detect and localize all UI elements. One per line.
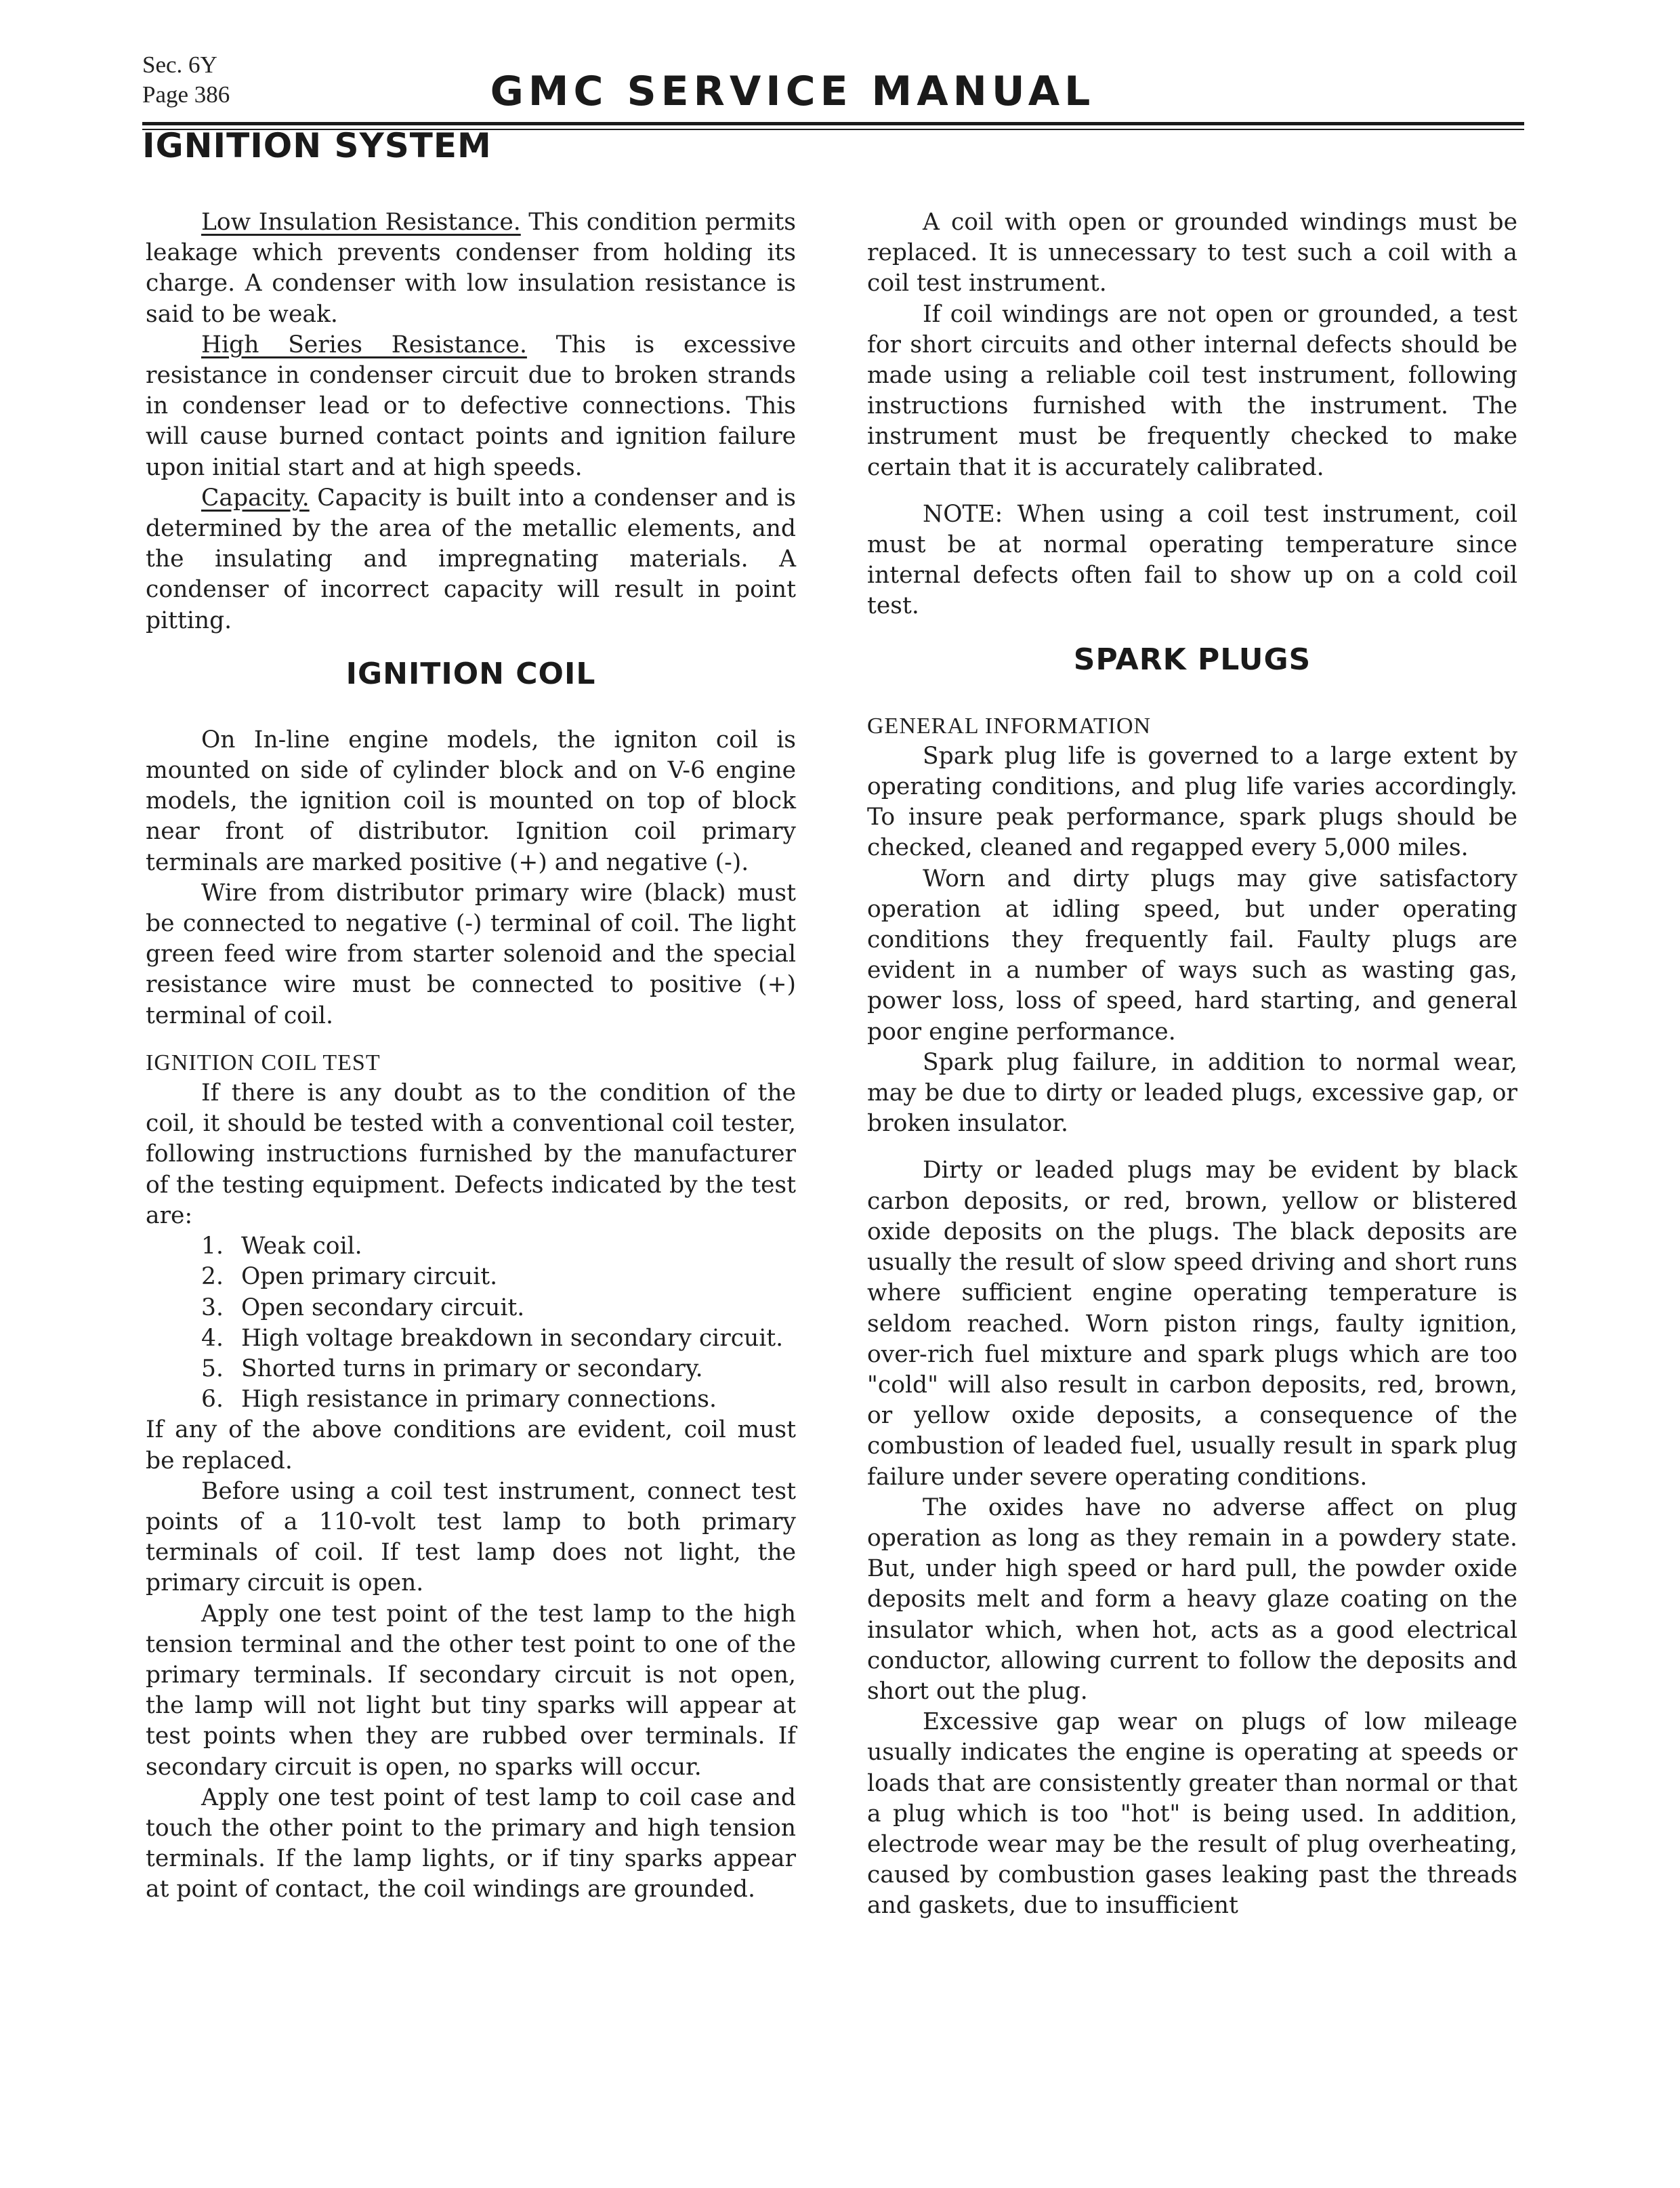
left-column xyxy=(146,207,796,1905)
low-insulation-term: Low Insulation Resistance. xyxy=(201,209,521,236)
capacity-term: Capacity. xyxy=(201,484,310,512)
capacity-paragraph: Capacity. Capacity is built into a condenser and is determined by the area of the metallic elements, and the insulating and impregnating materials. A condenser of incorrect capacity will result in point pitting. xyxy=(146,484,796,634)
list-item: 6. High resistance in primary connections. xyxy=(201,1386,717,1413)
coil-test-paragraph-1: If there is any doubt as to the condition of the coil, it should be tested with a conventional coil tester, following instructions furnished by the manufacturer of the testing equipment. Defects indicated by the test are: xyxy=(146,1079,796,1229)
high-series-paragraph: High Series Resistance. This is excessive resistance in condenser circuit due to broken strands in condenser lead or to defective connections. This will cause burned contact points and ignition failure upon initial start and at high speeds. xyxy=(146,331,796,481)
spark-plug-paragraph-3: Spark plug failure, in addition to normal wear, may be due to dirty or leaded plugs, excessive gap, or broken insulator. xyxy=(867,1048,1517,1138)
manual-title: GMC SERVICE MANUAL xyxy=(490,68,1095,115)
spark-plug-paragraph-1: Spark plug life is governed to a large extent by operating conditions, and plug life varies accordingly. To insure peak performance, spark plugs should be checked, cleaned and regapped every 5,000 miles. xyxy=(867,742,1517,862)
list-item: 1. Weak coil. xyxy=(201,1233,362,1260)
general-information-subheading: GENERAL INFORMATION xyxy=(867,713,1152,739)
spark-plug-paragraph-4: Dirty or leaded plugs may be evident by black carbon deposits, or red, brown, yellow or blistered oxide deposits on the plugs. The black deposits are usually the result of slow speed driving and short runs where sufficient engine operating temperature is seldom reached. Worn piston rings, faulty ignition, over-rich fuel mixture and spark plugs which are too "cold" will also result in carbon deposits, red, brown, or yellow oxide deposits, a consequence of the combustion of leaded fuel, usually result in spark plug failure under severe operating conditions. xyxy=(867,1157,1517,1491)
defects-list xyxy=(146,1231,796,1415)
section-title: IGNITION SYSTEM xyxy=(142,126,492,165)
spark-plug-paragraph-2: Worn and dirty plugs may give satisfactory operation at idling speed, but under operating conditions they frequently fail. Faulty plugs are evident in a number of ways such as wasting gas, power loss, loss of speed, hard starting, and general poor engine performance. xyxy=(867,865,1517,1046)
coil-test-paragraph-2: If any of the above conditions are evident, coil must be replaced. xyxy=(146,1416,796,1474)
coil-test-paragraph-3: Before using a coil test instrument, connect test points of a 110-volt test lamp to both primary terminals of coil. If test lamp does not light, the primary circuit is open. xyxy=(146,1477,796,1597)
page-number: Page 386 xyxy=(142,81,230,108)
spark-plug-paragraph-6: Excessive gap wear on plugs of low mileage usually indicates the engine is operating at speeds or loads that are consistently greater than normal or that a plug which is too "hot" is being used. In addition, electrode wear may be the result of plug overheating, caused by combustion gases leaking past the threads and gaskets, due to insufficient xyxy=(867,1708,1517,1920)
note-paragraph: NOTE: When using a coil test instrument, coil must be at normal operating temperature since internal defects often fail to show up on a cold coil test. xyxy=(867,500,1517,620)
section-number: Sec. 6Y xyxy=(142,51,217,78)
coil-replace-paragraph: A coil with open or grounded windings must be replaced. It is unnecessary to test such a coil with a coil test instrument. xyxy=(867,209,1517,297)
right-column xyxy=(867,207,1517,1922)
list-item: 3. Open secondary circuit. xyxy=(201,1294,525,1321)
spark-plugs-heading: SPARK PLUGS xyxy=(1073,642,1311,677)
low-insulation-paragraph: Low Insulation Resistance. This condition permits leakage which prevents condenser from holding its charge. A condenser with low insulation resistance is said to be weak. xyxy=(146,209,796,328)
high-series-term: High Series Resistance. xyxy=(201,331,527,358)
list-item: 4. High voltage breakdown in secondary circuit. xyxy=(201,1324,784,1352)
coil-short-test-paragraph: If coil windings are not open or grounded, a test for short circuits and other internal defects should be made using a reliable coil test instrument, following instructions furnished with the instrument. The instrument must be frequently checked to make certain that it is accurately calibrated. xyxy=(867,300,1517,481)
coil-test-paragraph-4: Apply one test point of the test lamp to the high tension terminal and the other test point to one of the primary terminals. If secondary circuit is not open, the lamp will not light but tiny sparks will appear at test points when they are rubbed over terminals. If secondary circuit is open, no sparks will occur. xyxy=(146,1600,796,1781)
list-item: 2. Open primary circuit. xyxy=(201,1263,498,1291)
header-rule-thick xyxy=(142,122,1524,125)
ignition-coil-heading: IGNITION COIL xyxy=(345,656,596,691)
coil-test-subheading: IGNITION COIL TEST xyxy=(146,1050,381,1075)
spark-plug-paragraph-5: The oxides have no adverse affect on plug operation as long as they remain in a powdery state. But, under high speed or hard pull, the powder oxide deposits melt and form a heavy glaze coating on the insulator which, when hot, acts as a good electrical conductor, allowing current to follow the deposits and short out the plug. xyxy=(867,1493,1517,1705)
coil-paragraph-2: Wire from distributor primary wire (black) must be connected to negative (-) terminal of coil. The light green feed wire from starter solenoid and the special resistance wire must be connected to positive (+) terminal of coil. xyxy=(146,879,796,1029)
coil-test-paragraph-5: Apply one test point of test lamp to coil case and touch the other point to the primary and high tension terminals. If the lamp lights, or if tiny sparks appear at point of contact, the coil windings are grounded. xyxy=(146,1783,796,1903)
coil-paragraph-1: On In-line engine models, the igniton coil is mounted on side of cylinder block and on V-6 engine models, the ignition coil is mounted on top of block near front of distributor. Ignition coil primary terminals are marked positive (+) and negative (-). xyxy=(146,726,796,876)
list-item: 5. Shorted turns in primary or secondary. xyxy=(201,1355,703,1382)
